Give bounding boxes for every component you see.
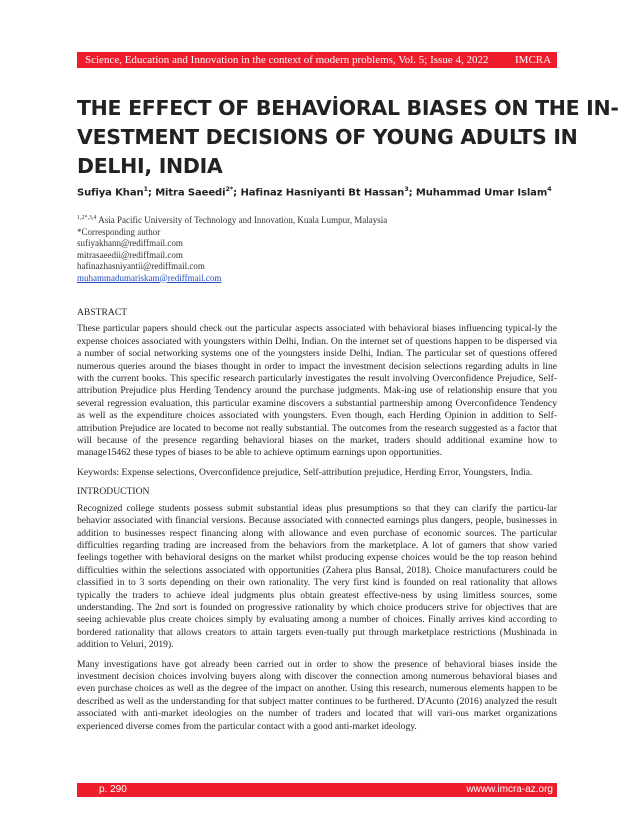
author-name: Hafinaz Hasniyanti Bt Hassan — [240, 187, 405, 199]
keywords: Keywords: Expense selections, Overconfidence prejudice, Self-attribution prejudice, Herding Error, Youngsters, India. — [77, 466, 533, 478]
author-separator: ; — [233, 187, 241, 199]
author-email: hafinazhasniyantii@rediffmail.com — [77, 261, 205, 271]
page-number: p. 290 — [99, 784, 127, 795]
journal-header-bar — [77, 52, 557, 68]
author-affiliation-mark: 4 — [547, 185, 552, 193]
affiliation-line — [77, 213, 387, 227]
author-separator: ; — [408, 187, 416, 199]
author-name: Muhammad Umar Islam — [415, 187, 548, 199]
corresponding-author-note: *Corresponding author — [77, 226, 161, 237]
author-email-link[interactable]: muhammadumariskam@rediffmail.com — [77, 272, 222, 283]
title-line: THE EFFECT OF BEHAVİORAL BIASES ON THE IN- — [77, 96, 619, 120]
abstract-heading: ABSTRACT — [77, 307, 128, 318]
title-line: VESTMENT DECISIONS OF YOUNG ADULTS IN — [77, 125, 578, 149]
abstract-text: These particular papers should check out the particular aspects associated with behavioral biases influencing typical-ly the expense choices associated with youngsters within Delhi, Indian. On the internet set of questions happen to be dispersed via a number of social networking systems one of the youngsters inside Delhi, Indian. The particular set of questions offered numerous queries around the biases thought in order to impact the investment decision selections regarding adults in line with the current books. This specific research particularly investigates the result involving Overconfidence Prejudice, Self-attribution Prejudice plus Herding Tendency around the purchase judgments. Mak-ing use of relationship ensure that you several regression evaluation, this particular examine discovers a substantial partnership among Overconfidence Tendency as well as the expenditure choices associated with youngsters. Even though, each Herding Opinion in addition to Self-attribution Prejudice are located to become not really substantial. The outcomes from the research suggested as a factor that will because of the presence regarding behavioral biases on the market, traders should additional examine how to manage15462 these types of biases to be able to achieve optimum earnings upon opportunities. — [77, 323, 557, 459]
affiliation-text: Asia Pacific University of Technology and Innovation, Kuala Lumpur, Malaysia — [96, 215, 388, 225]
affiliations — [77, 213, 387, 284]
page-footer-bar — [77, 783, 557, 797]
author-list — [77, 185, 567, 198]
author-email: mitrasaeedii@rediffmail.com — [77, 249, 183, 260]
author-name: Sufiya Khan — [77, 187, 144, 199]
author-email: sufiyakhann@rediffmail.com — [77, 238, 183, 248]
journal-citation: Science, Education and Innovation in the context of modern problems, Vol. 5; Issue 4, 2022 — [85, 54, 489, 66]
author-affiliation-mark: 3 — [404, 185, 409, 193]
introduction-heading: INTRODUCTION — [77, 486, 150, 498]
publisher-website: wwww.imcra-az.org — [466, 784, 553, 795]
paper-title — [77, 94, 619, 181]
affiliation-mark: 1,2*,3,4 — [77, 215, 97, 221]
introduction-paragraph: Many investigations have got already been carried out in order to show the presence of behavioral biases inside the investment decision choices involving buyers along with discover the connection among numerous behavioral biases and even purchase choices as well as the degree of the impact on another. Using this research, numerous elements happen to be described as well as the understanding for that subject matter continues to be furthered. D'Acunto (2016) analyzed the result associated with anti-market ideologies on the number of traders and located that will vari-ous market organizations experienced diverse comes from the particular contact with a good anti-market ideology. — [77, 658, 557, 732]
author-affiliation-mark: 1 — [143, 185, 148, 193]
introduction-paragraph: Recognized college students possess submit substantial ideas plus presumptions so that they can clarify the particu-lar behavior associated with financial versions. Because associated with connected earnings plus dangers, people, businesses in addition to businesses respect financing along with allowance and even purchase of economic sources. The particular difficulties regarding trading are increased from the behaviors from the marketplace. A lot of gamers that show varied feelings together with behavioral designs on the market whilst producing expense choices would be the top reason behind difficulties within the selections associated with opportunities (Zahera plus Bansal, 2018). Choice manufacturers could be classified in to 3 sorts depending on their own rationality. The very first kind is founded on real rationality that allows typically the traders to achieve ideal judgments plus obtain greatest effective-ness by using limitless sources, some understanding. The 2nd sort is founded on progressive rationality by which choice producers strive for objectives that are seeing achievable plus create choices simply by evaluating among a number of choices. Finally arrives kind according to bordered rationality that allows creators to attain targets even-tually put through marketplace restrictions (Mushinada in addition to Veluri, 2019). — [77, 502, 557, 651]
author-name: Mitra Saeedi — [155, 187, 226, 199]
article-body — [77, 307, 557, 740]
author-separator: ; — [147, 187, 156, 199]
publisher-brand: IMCRA — [515, 54, 552, 66]
title-line: DELHI, INDIA — [77, 154, 223, 178]
author-affiliation-mark: 2* — [225, 185, 234, 193]
